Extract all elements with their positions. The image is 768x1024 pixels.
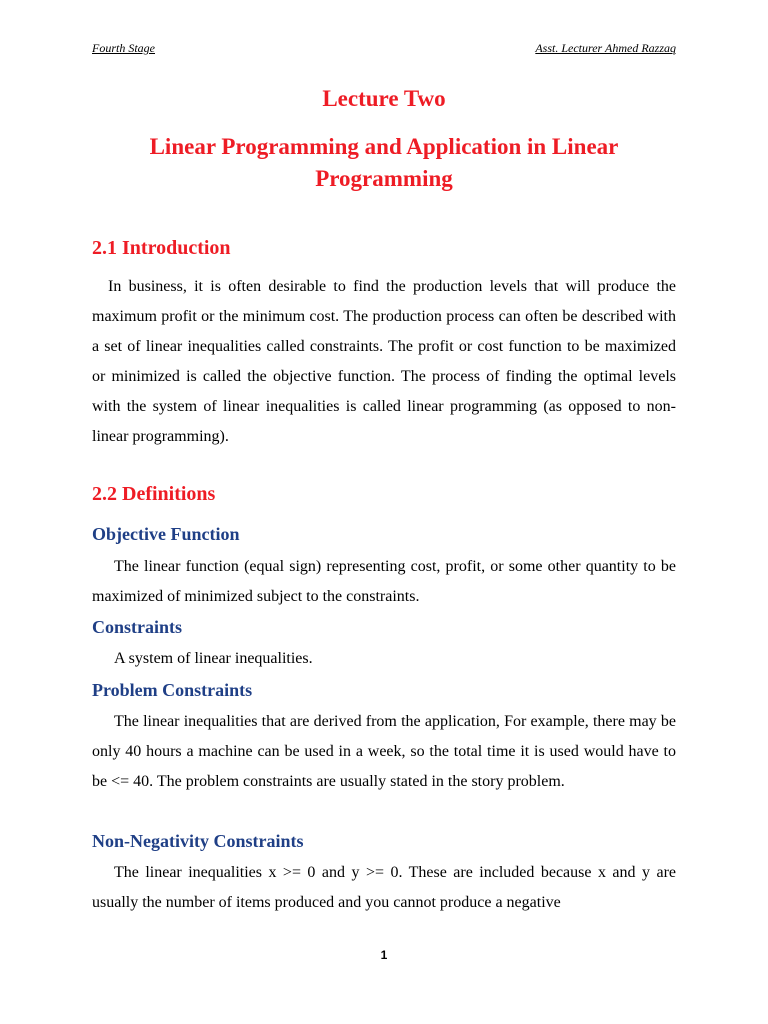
introduction-paragraph: In business, it is often desirable to find the production levels that will produce the maximum profit or the minimum cost. The production process can often be described with a set of linear inequalities called constraints. The profit or cost function to be maximized or minimized is called the objective function. The process of finding the optimal levels with the system of linear inequalities is called linear programming (as opposed to non-linear programming). xyxy=(92,278,676,445)
header-course-stage: Fourth Stage xyxy=(92,41,155,55)
definition-text-constraints: A system of linear inequalities. xyxy=(114,650,313,667)
definition-term-constraints: Constraints xyxy=(92,617,183,637)
definition-text-problem-constraints: The linear inequalities that are derived from the application, For example, there may be only 40 hours a machine can be used in a week, so the total time it is used would have to be <= 40. The problem constraints are usually stated in the story problem. xyxy=(92,713,676,790)
section-heading-definitions: 2.2 Definitions xyxy=(92,483,216,505)
lecture-number: Lecture Two xyxy=(322,86,446,111)
definition-term-objective-function: Objective Function xyxy=(92,524,240,544)
definition-term-non-negativity-constraints: Non-Negativity Constraints xyxy=(92,831,304,851)
section-heading-introduction: 2.1 Introduction xyxy=(92,237,231,259)
page-number: 1 xyxy=(380,948,388,962)
definition-text-non-negativity-constraints: The linear inequalities x >= 0 and y >= 0. These are included because x and y are usually the number of items produced and you cannot produce a negative xyxy=(92,864,676,911)
lecture-title xyxy=(0,131,768,195)
lecture-title-text: Linear Programming and Application in Linear Programming xyxy=(149,134,619,191)
definition-text-objective-function: The linear function (equal sign) representing cost, profit, or some other quantity to be maximized of minimized subject to the constraints. xyxy=(92,558,676,605)
definition-term-problem-constraints: Problem Constraints xyxy=(92,680,253,700)
header-lecturer-name: Asst. Lecturer Ahmed Razzaq xyxy=(535,41,676,55)
